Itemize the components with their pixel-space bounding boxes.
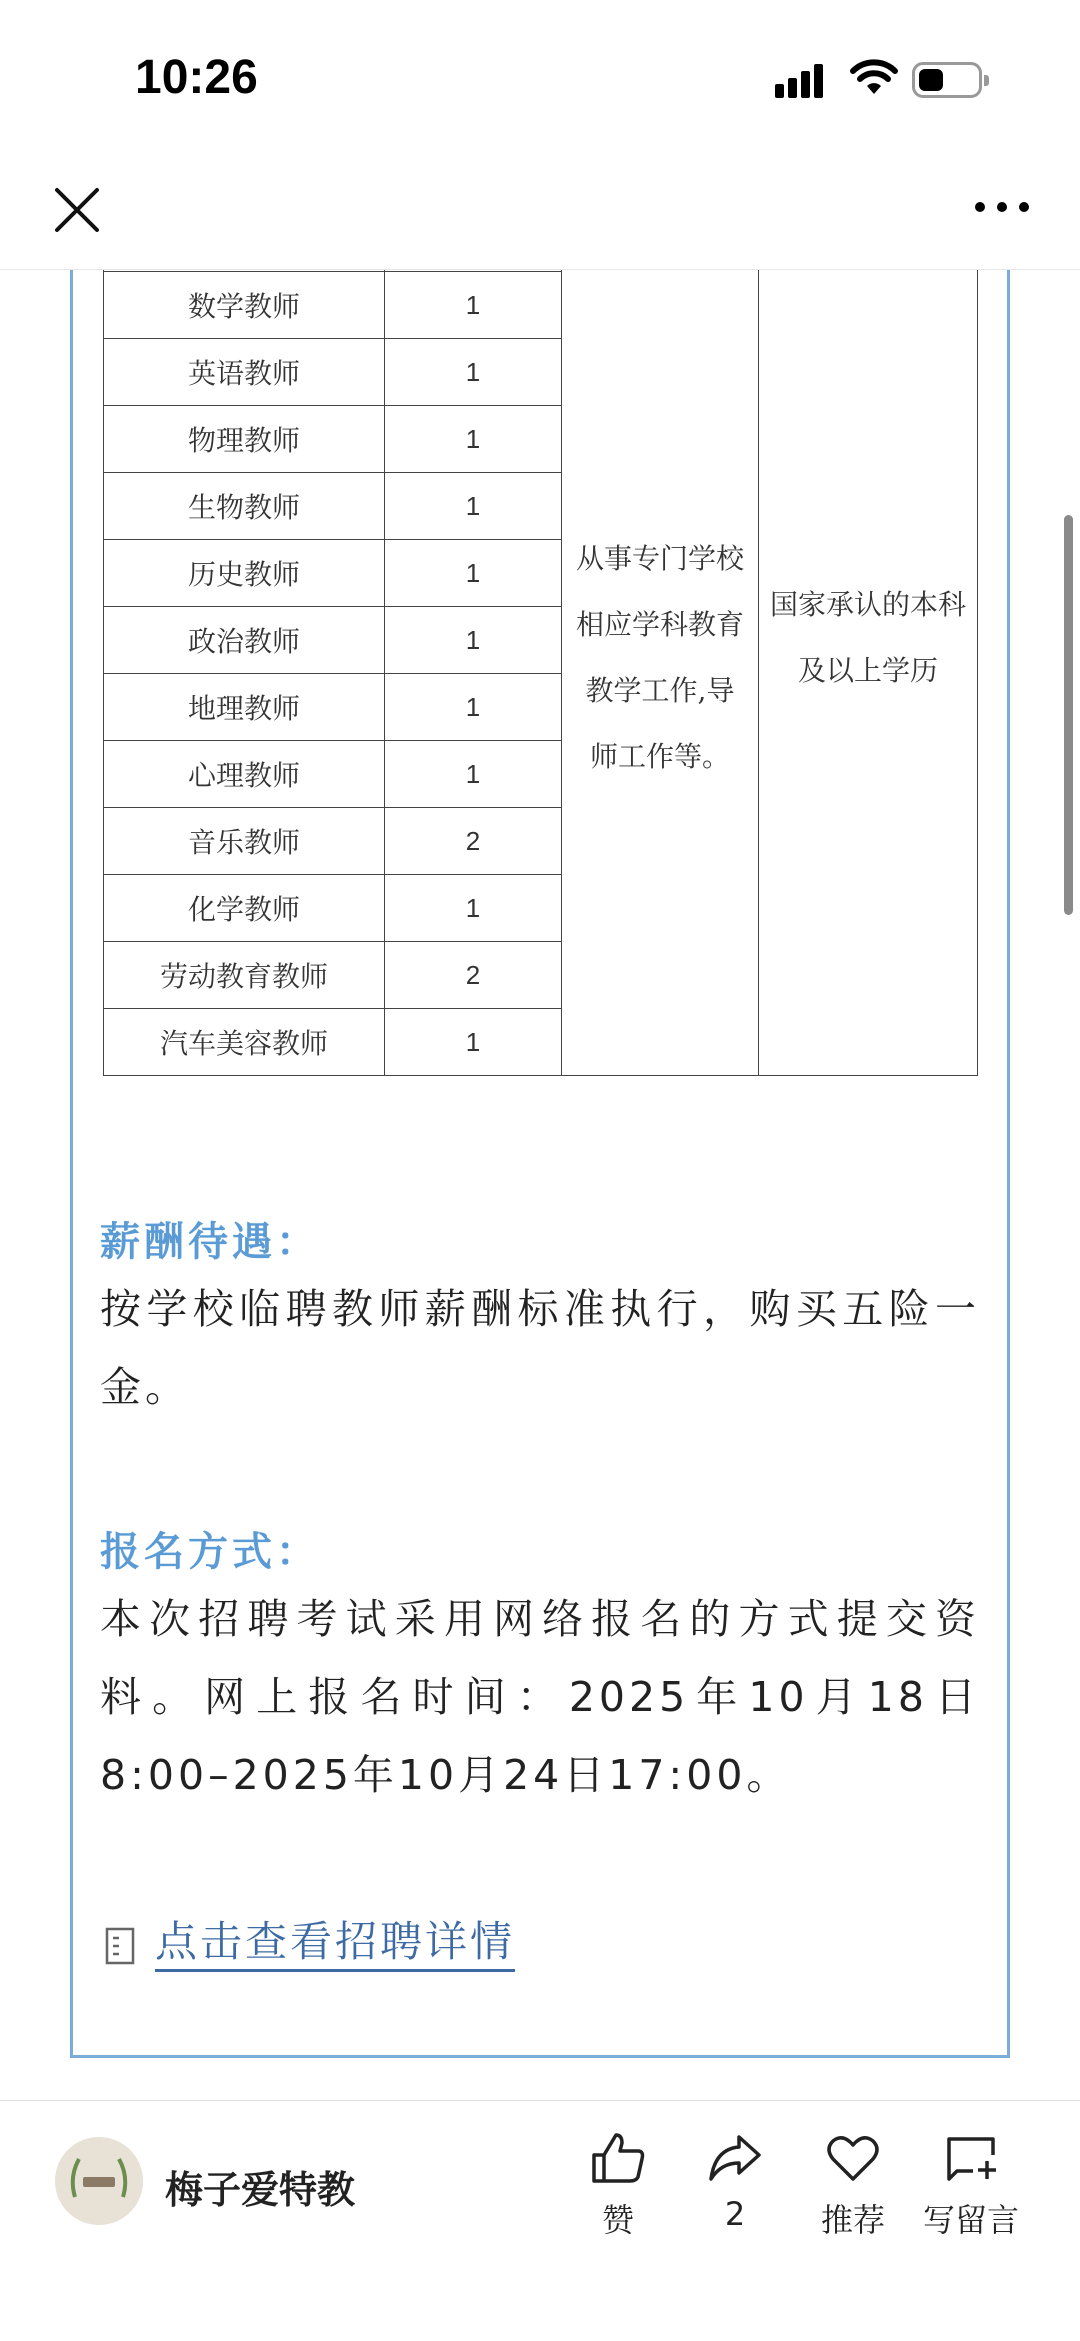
recommend-label: 推荐 [820,2201,885,2239]
count-cell: 1 [385,1009,562,1076]
position-cell: 历史教师 [104,540,385,607]
comment-add-icon [943,2131,999,2185]
count-cell: 1 [385,406,562,473]
position-cell: 化学教师 [104,875,385,942]
more-options-icon[interactable] [975,202,1035,218]
count-cell: 1 [385,540,562,607]
recruitment-details-label[interactable]: 点击查看招聘详情 [155,1915,515,1972]
count-cell: 1 [385,741,562,808]
education-text: 国家承认的本科及以上学历 [769,588,966,687]
count-cell: 1 [385,339,562,406]
position-cell: 政治教师 [104,607,385,674]
battery-icon [912,62,982,98]
article-content [0,270,1080,2100]
position-cell: 地理教师 [104,674,385,741]
count-cell: 1 [385,272,562,339]
write-comment-label: 写留言 [922,2201,1019,2239]
count-cell: 2 [385,942,562,1009]
share-arrow-icon [707,2131,763,2185]
count-cell: 1 [385,607,562,674]
jobs-table [103,270,978,1076]
like-label: 赞 [601,2201,634,2239]
write-comment-button[interactable] [916,2131,1026,2241]
thumbs-up-icon [590,2131,646,2185]
position-cell: 音乐教师 [104,808,385,875]
wifi-icon [850,58,898,96]
count-cell: 1 [385,674,562,741]
share-button[interactable] [680,2131,790,2233]
position-cell: 汽车美容教师 [104,1009,385,1076]
salary-title: 薪酬待遇： [100,1219,320,1265]
close-icon[interactable] [52,185,102,235]
like-button[interactable] [563,2131,673,2241]
recommend-button[interactable] [798,2131,908,2241]
cellular-signal-icon [775,62,831,98]
duties-cell [562,270,759,1076]
position-cell: 物理教师 [104,406,385,473]
position-cell: 劳动教育教师 [104,942,385,1009]
document-icon [105,1927,135,1965]
share-count: 2 [724,2195,746,2233]
position-cell: 英语教师 [104,339,385,406]
count-cell: 1 [385,473,562,540]
position-cell: 生物教师 [104,473,385,540]
count-cell: 1 [385,875,562,942]
count-cell: 2 [385,808,562,875]
bottom-action-bar [0,2100,1080,2341]
position-cell: 数学教师 [104,272,385,339]
status-time: 10:26 [135,51,258,104]
salary-text: 按学校临聘教师薪酬标准执行，购买五险一金。 [100,1285,980,1411]
registration-title: 报名方式： [100,1529,320,1575]
scrollbar[interactable] [1064,515,1073,915]
heart-icon [825,2131,881,2185]
registration-text: 本次招聘考试采用网络报名的方式提交资料。网上报名时间：2025年10月18日8:00–2025年10月24日17:00。 [100,1595,980,1799]
duties-text: 从事专门学校相应学科教育教学工作,导师工作等。 [575,542,744,773]
position-cell: 心理教师 [104,741,385,808]
nav-bar [0,150,1080,270]
status-bar [0,0,1080,150]
author-avatar[interactable] [55,2137,143,2225]
author-name[interactable]: 梅子爱特教 [165,2168,356,2212]
education-cell [759,270,978,1076]
